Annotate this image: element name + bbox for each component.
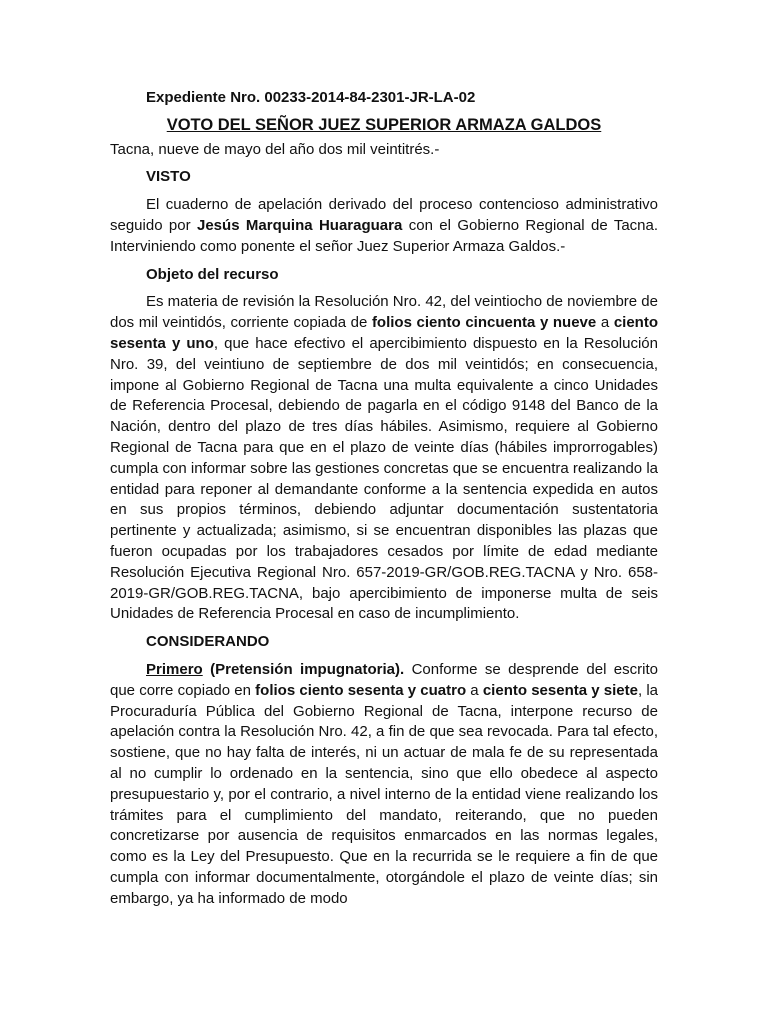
text-run: , que hace efectivo el apercibimiento dispuesto en la Resolución Nro. 39, del veintiuno de septiembre de dos mil veintidós; en consecuencia, impone al Gobierno Regional de Tacna una multa equivalente a cinco Unidades de Referencia Procesal, debiendo de pagarla en el código 9148 del Banco de la Nación, dentro del plazo de tres días hábiles. Asimismo, requiere al Gobierno Regional de Tacna para que en el plazo de veinte días (hábiles improrrogables) cumpla con informar sobre las gestiones concretas que se encuentra realizando la entidad para reponer al demandante conforme a la sentencia expedida en autos en sus propios términos, debiendo adjuntar documentación sustentatoria pertinente y actualizada; asimismo, si se encuentran disponibles las plazas que fueron ocupadas por los trabajadores cesados por límite de edad mediante Resolución Ejecutiva Regional Nro. 657-2019-GR/GOB.REG.TACNA y Nro. 658-2019-GR/GOB.REG.TACNA, bajo apercibimiento de imponerse multa de seis Unidades de Referencia Procesal en caso de incumplimiento. <box>110 334 658 623</box>
bold-run: folios ciento cincuenta y nueve <box>371 314 597 332</box>
plaintiff-name: Jesús Marquina Huaraguara <box>197 216 403 234</box>
visto-paragraph <box>110 195 658 257</box>
text-run: con el Gobierno Regional de Tacna. Interviniendo como ponente el señor Juez Superior Armaza Galdos.- <box>110 216 659 255</box>
text-run: , la Procuraduría Pública del Gobierno Regional de Tacna, interpone recurso de apelación contra la Resolución Nro. 42, a fin de que sea revocada. Para tal efecto, sostiene, que no hay falta de interés, ni un actuar de mala fe de su representada al no cumplir lo ordenado en la sentencia, sino que ello obedece al aspecto presupuestario y, por el contrario, a nivel interno de la entidad viene realizando los trámites para el cumplimiento del mandato, reiterando, que no pueden concretizarse por ausencia de requisitos enmarcados en las normas legales, como es la Ley del Presupuesto. Que en la recurrida se le requiere a fin de que cumpla con informar documentalmente, otorgándole el plazo de veinte días; sin embargo, ya ha informado de modo <box>110 681 658 907</box>
bold-run: folios ciento sesenta y cuatro <box>255 681 467 699</box>
considerando-heading: CONSIDERANDO <box>146 633 270 651</box>
bold-run: ciento sesenta y siete <box>482 681 638 699</box>
case-number: Expediente Nro. 00233-2014-84-2301-JR-LA-02 <box>146 89 476 106</box>
text-run: Es materia de revisión la Resolución Nro. 42, del veintiocho de noviembre de dos mil veintidós, corriente copiada de <box>110 293 658 332</box>
primero-subtitle: (Pretensión impugnatoria). <box>202 660 405 678</box>
primero-label: Primero <box>146 660 203 678</box>
text-run: Conforme se desprende del escrito que corre copiado en <box>110 660 658 699</box>
primero-paragraph <box>110 660 658 910</box>
text-run: a <box>466 681 483 699</box>
date-line: Tacna, nueve de mayo del año dos mil veintitrés.- <box>110 140 440 158</box>
document-title: VOTO DEL SEÑOR JUEZ SUPERIOR ARMAZA GALDOS <box>166 115 602 134</box>
visto-heading: VISTO <box>146 168 191 186</box>
objeto-heading: Objeto del recurso <box>146 265 279 283</box>
bold-run: ciento sesenta y uno <box>110 314 658 352</box>
objeto-paragraph <box>110 292 658 625</box>
text-run: El cuaderno de apelación derivado del proceso contencioso administrativo seguido por <box>110 196 658 234</box>
text-run: a <box>596 314 614 332</box>
